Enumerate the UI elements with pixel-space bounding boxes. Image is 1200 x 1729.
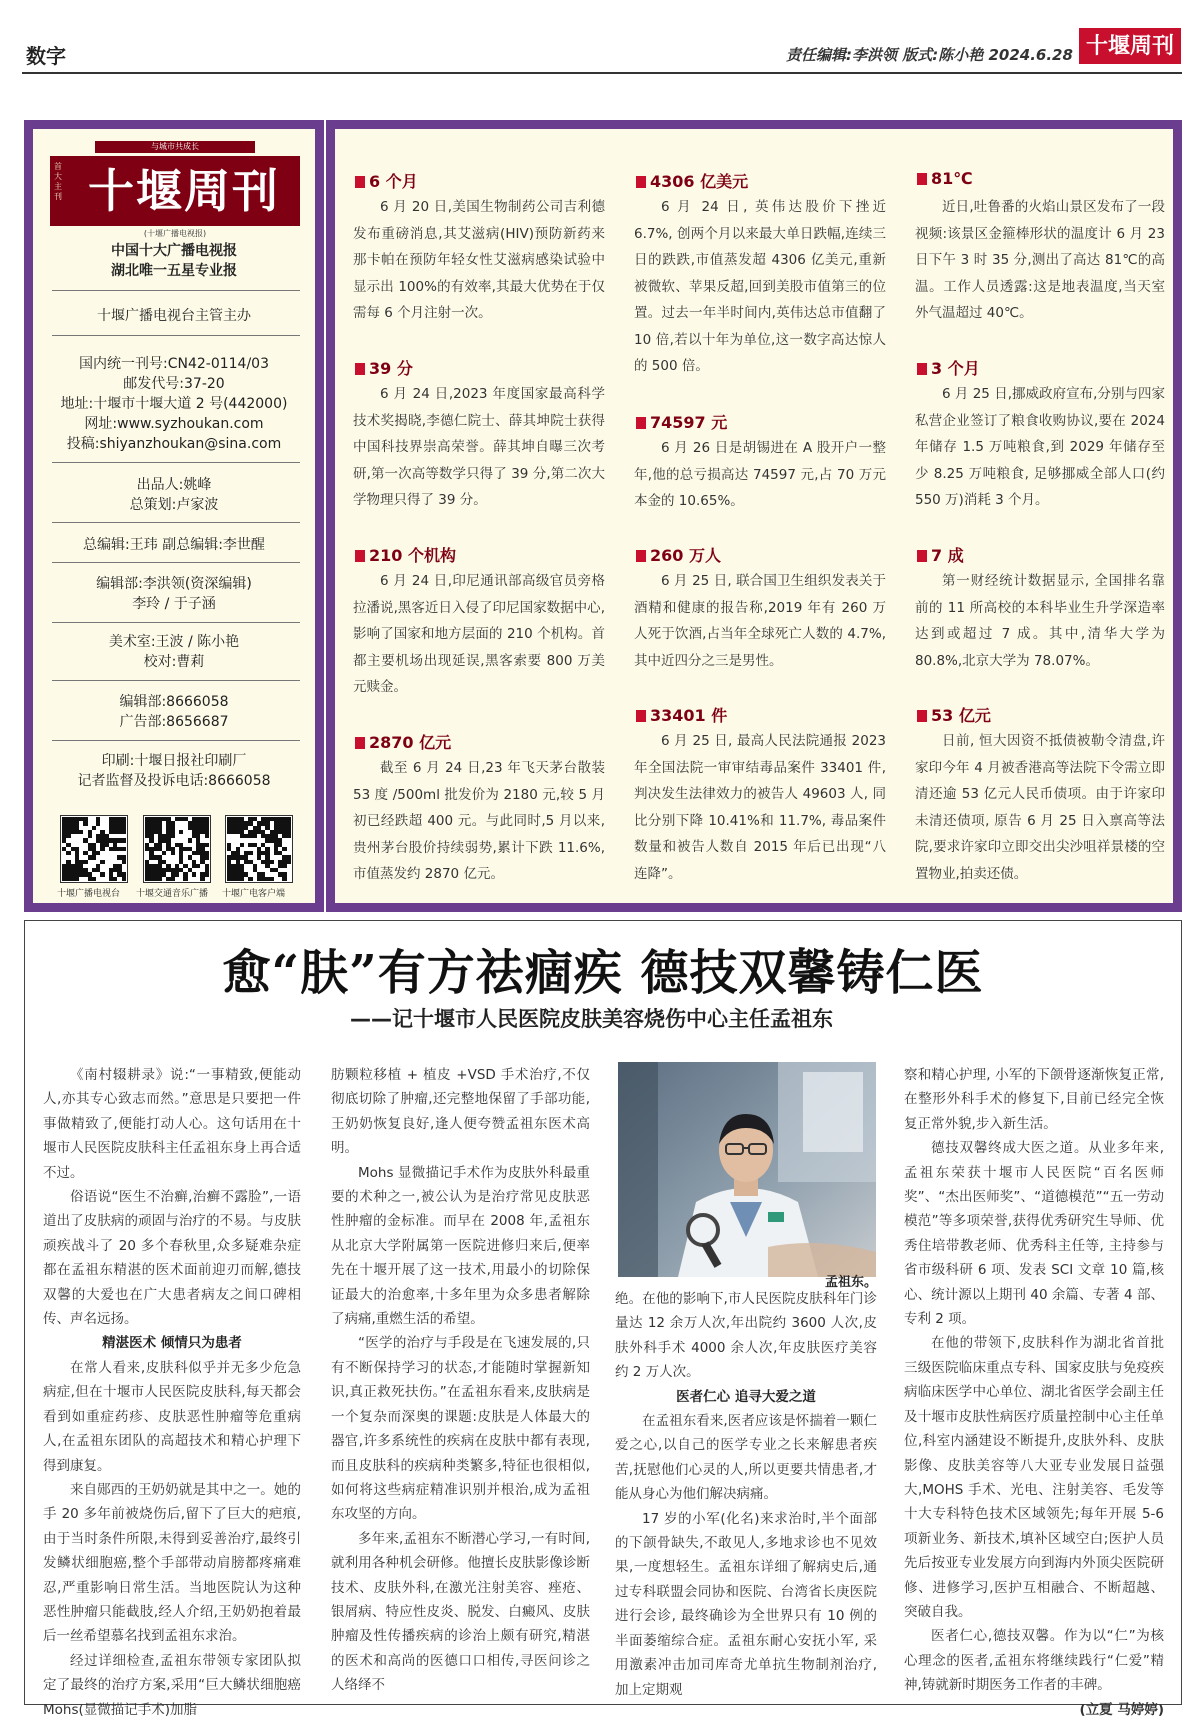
section-heading: 精湛医术 倾情只为患者 [102,1335,242,1352]
masthead-rule [52,680,300,681]
qr-module [66,851,70,855]
qr-module [100,872,104,876]
article-paragraph: 德技双馨终成大医之道。从业多年来,孟祖东荣获十堰市人民医院“百名医师奖”、“杰出医师奖”、“道德模范”“五一劳动模范”等多项荣誉,获得优秀研究生导师、优秀住培带教老师、优秀科主任等, 主持参与省市级科研 6 项、发表 SCI 文章 10 篇,核心、统计源以上期刊 40 余篇、专著 4 部、专利 2 项。 [904,1140,1164,1328]
number-item-title: 210 个机构 [355,543,456,566]
qr-module [75,877,79,881]
postal-code: 邮发代号:37-20 [123,376,225,392]
honor-2: 湖北唯一五星专业报 [111,263,237,279]
number-item-title: 81℃ [917,169,973,188]
brand-logo: 十堰周刊 [1079,28,1181,64]
section-heading: 医者仁心 追寻大爱之道 [676,1388,816,1405]
planner: 总策划:卢家波 [129,497,219,513]
article-subtitle: ——记十堰市人民医院皮肤美容烧伤中心主任孟祖东 [350,1007,833,1031]
qr-module [205,843,209,847]
qr-module [122,860,126,864]
qr-module [92,826,96,830]
honor-1: 中国十大广播电视报 [111,243,237,259]
qr-module [282,847,286,851]
article-paragraph: 《南村辍耕录》说:“一事精致,便能动人,亦其专心致志而然。”意思是只要把一件事做精致了,便能打动人心。这句话用在十堰市人民医院皮肤科主任孟祖东身上再合适不过。 [43,1067,301,1181]
article-column-3 [615,1287,877,1702]
article-paragraph: 在孟祖东看来,医者应该是怀揣着一颗仁爱之心,以自己的医学专业之长来解患者疾苦,抚慰他们心灵的人,所以更要共情患者,才能从身心为他们解决病痛。 [615,1413,877,1503]
number-item-body: 6 月 20 日,美国生物制药公司吉利德发布重磅消息,其艾滋病(HIV)预防新药来那卡帕在预防年轻女性艾滋病感染试验中显示出 100%的有效率,其最大优势在于仅需每 6 个月注射一次。 [353,199,605,321]
masthead-rule [52,622,300,623]
qr-module [100,860,104,864]
qr-module [282,864,286,868]
ad-phone: 广告部:8656687 [119,714,229,730]
article-byline: (立夏 马婷婷) [1079,1701,1164,1718]
qr-module [96,851,100,855]
article-paragraph: 俗语说“医生不治癣,治癣不露脸”,一语道出了皮肤病的顽固与治疗的不易。与皮肤顽疾战斗了 20 多个春秋里,众多疑难杂症都在孟祖东精湛的医术面前迎刃而解,德技双馨的大爱也在广大患者病友之间口碑相传、声名远扬。 [43,1189,301,1328]
edit-phone: 编辑部:8666058 [119,694,229,710]
qr-module [287,834,291,838]
article-paragraph: 肪颗粒移植 + 植皮 +VSD 手术治疗,不仅彻底切除了肿瘤,还完整地保留了手部功能,王奶奶恢复良好,逢人便夸赞孟祖东医术高明。 [331,1067,590,1157]
article-paragraph: 在他的带领下,皮肤科作为湖北省首批三级医院临床重点专科、国家皮肤与免疫疾病临床医学中心单位、湖北省医学会副主任及十堰市皮肤性病医疗质量控制中心主任单位,科室内涵建设不断提升,皮肤外科、皮肤影像、皮肤美容等八大亚专业发展日益强大,MOHS 手术、光电、注射美容、毛发等十大专科特色技术区域领先;每年开展 5-6 项新业务、新技术,填补区域空白;医护人员先后按亚专业发展方向到海内外顶尖医院研修、进修学习,医护互相融合、不断超越、突破自我。 [904,1335,1164,1620]
editorial-dept-2: 李玲 / 于子涵 [132,596,216,612]
qr-module [66,834,70,838]
qr-module [83,821,87,825]
portrait-photo [618,1062,876,1277]
qr-module [200,877,204,881]
qr-module [196,864,200,868]
article-paragraph: 察和精心护理, 小军的下颌骨逐渐恢复正常,在整形外科手术的修复下,目前已经完全恢复正常外貌,步入新生活。 [904,1067,1164,1132]
masthead-rule [52,462,300,463]
qr-module [122,838,126,842]
qr-module [88,834,92,838]
number-item-title: 53 亿元 [917,703,991,726]
number-item-body: 6 月 25 日, 最高人民法院通报 2023 年全国法院一审审结毒品案件 33401 件,判决发生法律效力的被告人 49603 人, 同比分别下降 10.41%和 11.7%, 毒品案件数量和被告人数自 2015 年后已出现“八连降”。 [634,733,886,882]
qr-module [171,834,175,838]
qr-module [282,877,286,881]
qr-label: 十堰交通音乐广播 [136,889,209,899]
number-item-title: 39 分 [355,356,413,379]
portrait-illustration [618,1062,876,1277]
editor-credits: 责任编辑:李洪领 版式:陈小艳 2024.6.28 [786,46,1073,64]
editorial-dept: 编辑部:李洪领(资深编辑) [96,576,252,592]
article-title: 愈“肤”有方祛痼疾 德技双馨铸仁医 [222,945,984,1001]
number-item-body: 6 月 25 日,挪威政府宣布,分别与四家私营企业签订了粮食收购协议,要在 2024 年储存 1.5 万吨粮食,到 2029 年储存至少 8.25 万吨粮食, 足够挪威全部人口(约 550 万)消耗 3 个月。 [915,386,1165,508]
qr-module [92,877,96,881]
qr-module [175,872,179,876]
complaint-hotline: 记者监督及投诉电话:8666058 [77,773,271,789]
qr-module [192,872,196,876]
number-item-body: 6 月 24 日, 英伟达股价下挫近 6.7%, 创两个月以来最大单日跌幅,连续三日的跌跌,市值蒸发超 4306 亿美元,重新被微软、苹果反超,回到美股市值第三的位置。过去一年半时间内,英伟达总市值翻了 10 倍,若以十年为单位,这一数字高达惊人的 500 倍。 [634,199,886,374]
article-paragraph: 在常人看来,皮肤科似乎并无多少危急病症,但在十堰市人民医院皮肤科,每天都会看到如重症药疹、皮肤恶性肿瘤等危重病人,在孟祖东团队的高超技术和精心护理下得到康复。 [43,1359,301,1474]
article-paragraph: 绝。在他的影响下,市人民医院皮肤科年门诊量达 12 余万人次,年出院约 3600 人次,皮肤外科手术 4000 余人次,年皮肤医疗美容约 2 万人次。 [615,1291,877,1381]
article-paragraph: 经过详细检查,孟祖东带领专家团队拟定了最终的治疗方案,采用“巨大鳞状细胞癌 Mohs(显微描记手术)加脂 [43,1652,301,1718]
printer: 印刷:十堰日报社印刷厂 [101,753,247,769]
qr-module [122,877,126,881]
number-item-body: 近日,吐鲁番的火焰山景区发布了一段视频:该景区金箍棒形状的温度计 6 月 23 日下午 3 时 35 分,测出了高达 81℃的高温。工作人员透露:这是地表温度,当天室外气温超过 40℃。 [915,199,1165,321]
number-item-title: 7 成 [917,543,964,566]
article-paragraph: 多年来,孟祖东不断潜心学习,一有时间,就利用各种机会研修。他擅长皮肤影像诊断技术、皮肤外科,在激光注射美容、痤疮、银屑病、特应性皮炎、脱发、白癜风、皮肤肿瘤及性传播疾病的诊治上颇有研究,精湛的医术和高尚的医德口口相传,寻医问诊之人络绎不 [331,1530,590,1694]
qr-module [287,860,291,864]
qr-code-icon[interactable] [143,815,211,883]
masthead-logo: 十堰周刊 [88,164,280,218]
qr-module [122,847,126,851]
masthead-rule [52,335,300,336]
qr-module [113,877,117,881]
number-item-body: 6 月 24 日,2023 年度国家最高科学技术奖揭晓,李德仁院士、薛其坤院士获得中国科技界崇高荣誉。薛其坤自曝三次考研,第一次高等数学只得了 39 分,第二次大学物理只得了 39 分。 [353,386,605,508]
qr-module [79,830,83,834]
address: 地址:十堰市十堰大道 2 号(442000) [60,396,288,412]
number-item-body: 第一财经统计数据显示, 全国排名靠前的 11 所高校的本科毕业生升学深造率达到或超过 7 成。其中,清华大学为 80.8%,北京大学为 78.07%。 [915,573,1165,669]
header-rule [22,72,1182,74]
number-item-title: 3 个月 [917,356,980,379]
number-item-title: 33401 件 [636,703,727,726]
qr-module [248,851,252,855]
qr-module [171,877,175,881]
masthead-rule [52,562,300,563]
qr-module [240,843,244,847]
qr-module [270,877,274,881]
article-column-4 [904,1063,1164,1722]
qr-module [205,872,209,876]
number-item-title: 6 个月 [355,169,418,192]
article-column-2 [331,1063,590,1698]
qr-module [253,834,257,838]
number-item-body: 6 月 24 日,印尼通讯部高级官员旁格拉潘说,黑客近日入侵了印尼国家数据中心,影响了国家和地方层面的 210 个机构。首都主要机场出现延误,黑客索要 800 万美元赎金。 [353,573,605,695]
qr-module [240,877,244,881]
masthead-rule [52,740,300,741]
article-paragraph: “医学的治疗与手段是在飞速发展的,只有不断保持学习的状态,才能随时掌握新知识,真正救死扶伤。”在孟祖东看来,皮肤病是一个复杂而深奥的课题:皮肤是人体最大的器官,许多系统性的疾病在皮肤中都有表现,而且皮肤科的疾病种类繁多,特征也很相似,如何将这些病症精准识别并根治,成为孟祖东攻坚的方向。 [331,1335,590,1523]
cn-number: 国内统一刊号:CN42-0114/03 [79,356,269,372]
qr-module [188,838,192,842]
publisher: 出品人:姚峰 [136,477,212,493]
section-label: 数字 [26,44,66,68]
qr-module [83,860,87,864]
masthead-logo-side: 首大主刊 [54,162,62,201]
number-item-body: 6 月 25 日, 联合国卫生组织发表关于酒精和健康的报告称,2019 年有 260 万人死于饮酒,占当年全球死亡人数的 4.7%,其中近四分之三是男性。 [634,573,886,669]
article-paragraph: Mohs 显微描记手术作为皮肤外科最重要的术种之一,被公认为是治疗常见皮肤恶性肿瘤的金标准。而早在 2008 年,孟祖东从北京大学附属第一医院进修归来后,便率先在十堰开展了这一技术,用最小的切除保证最大的治愈率,十多年里为众多患者解除了病痛,重燃生活的希望。 [331,1164,590,1328]
sponsor: 十堰广播电视台主管主办 [97,308,251,324]
email: 投稿:shiyanzhoukan@sina.com [66,436,282,452]
photo-caption: 孟祖东。 [825,1275,878,1290]
qr-label: 十堰广电客户端 [222,889,286,899]
number-item-title: 4306 亿美元 [636,169,748,192]
qr-module [205,834,209,838]
masthead-rule [52,290,300,291]
number-item-body: 日前, 恒大因资不抵债被勒令清盘,许家印今年 4 月被香港高等法院下令需立即清还逾 53 亿元人民币债项。由于许家印未清还债项, 原告 6 月 25 日入禀高等法院,要求许家印立即交出尖沙咀祥景楼的空置物业,拍卖还债。 [915,733,1165,882]
masthead-tagline: 与城市共成长 [95,141,255,153]
qr-module [205,855,209,859]
article-paragraph: 17 岁的小军(化名)来求治时,半个面部的下颌骨缺失,不敢见人,多地求诊也不见效果,一度想轻生。孟祖东详细了解病史后,通过专科联盟会同协和医院、台湾省长庚医院进行会诊, 最终确诊为全世界只有 10 例的半面萎缩综合症。孟祖东耐心安抚小军, 采用激素冲击加司库奇尤单抗生物制剂治疗, 加上定期观 [615,1510,877,1698]
masthead-rule [52,522,300,523]
article-column-1 [43,1063,301,1722]
qr-code-icon[interactable] [225,815,293,883]
qr-module [158,877,162,881]
number-item-title: 2870 亿元 [355,730,451,753]
article-paragraph: 医者仁心,德技双馨。作为以“仁”为核心理念的医者,孟祖东将继续践行“仁爱”精神,铸就新时期医务工作者的丰碑。 (立夏 马婷婷) [904,1624,1164,1697]
qr-label: 十堰广播电视台 [57,889,121,899]
website: 网址:www.syzhoukan.com [84,416,264,432]
number-item-body: 6 月 26 日是胡锡进在 A 股开户一整年,他的总亏损高达 74597 元,占 70 万元本金的 10.65%。 [634,440,886,509]
qr-module [171,851,175,855]
qr-code-icon[interactable] [60,815,128,883]
qr-module [100,847,104,851]
article-paragraph: 来自郧西的王奶奶就是其中之一。她的手 20 多年前被烧伤后,留下了巨大的疤痕,由于当时条件所限,未得到妥善治疗,最终引发鳞状细胞癌,整个手部带动肩膀都疼痛难忍,严重影响日常生活。当地医院认为这种恶性肿瘤只能截肢,经人介绍,王奶奶抱着最后一丝希望慕名找到孟祖东求治。 [43,1481,301,1645]
qr-module [162,851,166,855]
chief-editor: 总编辑:王玮 副总编辑:李世醒 [83,537,265,553]
qr-module [248,877,252,881]
qr-module [92,855,96,859]
qr-module [96,821,100,825]
number-item-title: 260 万人 [636,543,721,566]
proofreader: 校对:曹莉 [143,654,205,670]
qr-module [270,860,274,864]
qr-module [122,830,126,834]
art-room: 美术室:王波 / 陈小艳 [108,634,240,650]
masthead-logo-sub: (十堰广播电视报) [143,229,207,238]
number-item-body: 截至 6 月 24 日,23 年飞天茅台散装 53 度 /500ml 批发价为 2180 元,较 5 月初已经跌超 400 元。与此同时,5 月以来,贵州茅台股价持续弱势,累计下跌 11.6%,市值蒸发约 2870 亿元。 [353,760,605,882]
qr-module [183,877,187,881]
qr-module [179,830,183,834]
number-item-title: 74597 元 [636,410,727,433]
